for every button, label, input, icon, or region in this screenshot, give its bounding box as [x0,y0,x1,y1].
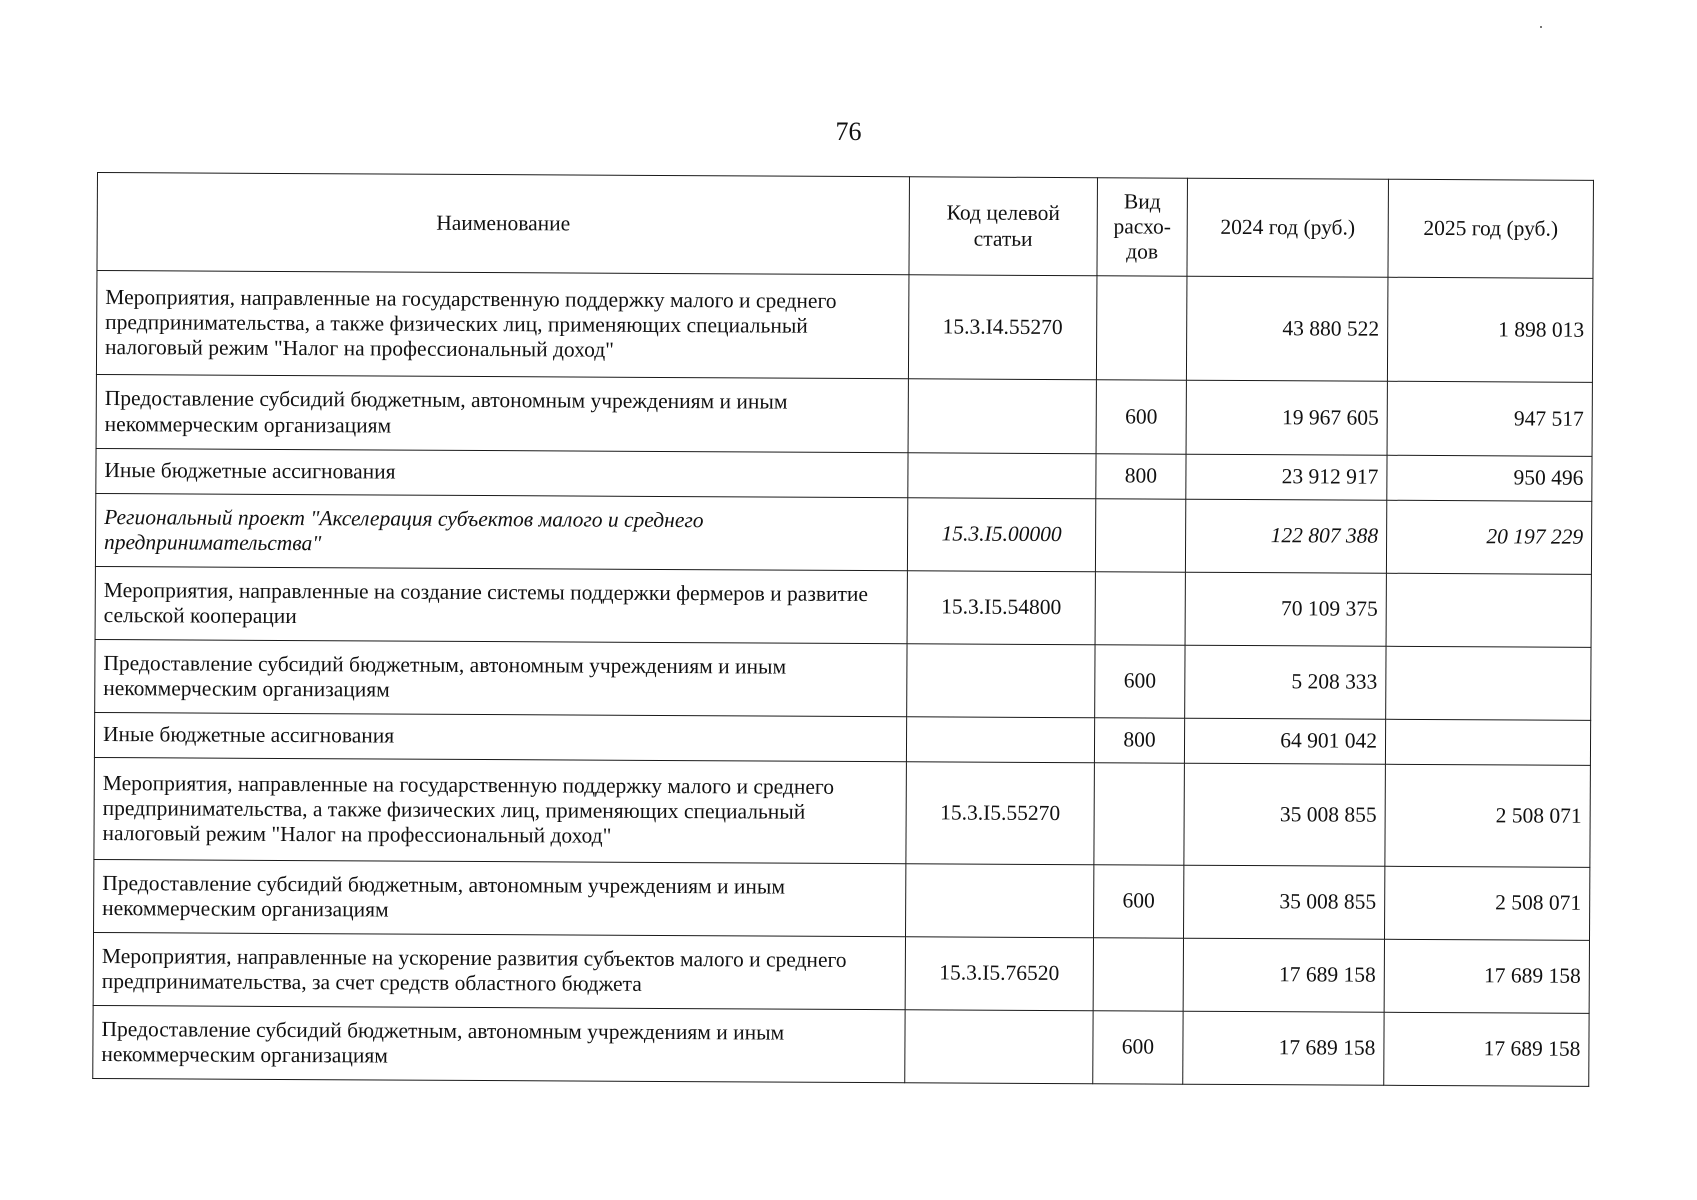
cell-2024: 19 967 605 [1186,380,1387,455]
cell-2024: 122 807 388 [1185,499,1386,573]
cell-kind: 800 [1094,718,1184,763]
cell-kind [1094,763,1185,865]
header-name: Наименование [97,173,910,275]
cell-2025: 950 496 [1387,455,1592,501]
cell-kind: 600 [1093,1011,1183,1084]
cell-code: 15.3.I4.55270 [908,275,1097,380]
header-2024: 2024 год (руб.) [1187,178,1389,277]
table-row [94,859,1590,940]
table-row [94,712,1590,765]
cell-code [908,379,1096,454]
cell-name: Иные бюджетные ассигнования [96,448,908,497]
cell-2025 [1386,646,1591,720]
cell-2025 [1385,719,1590,765]
cell-2025: 17 689 158 [1384,1012,1589,1086]
cell-kind: 800 [1096,454,1186,499]
budget-table [92,172,1594,1087]
cell-2025 [1386,573,1591,647]
cell-code [907,644,1095,718]
cell-code: 15.3.I5.76520 [905,937,1093,1011]
cell-code [908,453,1096,499]
cell-name: Мероприятия, направленные на государственную поддержку малого и среднего предпринимательства, а также физических лиц, применяющих специальный налоговый режим "Налог на профессиональный доход" [94,757,907,863]
cell-2024: 64 901 042 [1184,718,1385,764]
table-row [95,566,1591,647]
cell-kind: 600 [1095,645,1185,718]
cell-kind: 600 [1094,865,1184,938]
cell-name: Предоставление субсидий бюджетным, автономным учреждениям и иным некоммерческим организациям [93,1005,905,1082]
cell-name: Иные бюджетные ассигнования [94,712,906,761]
cell-2025: 2 508 071 [1385,764,1591,867]
page-number: 76 [835,117,862,146]
cell-kind [1095,572,1185,645]
cell-2024: 35 008 855 [1184,763,1386,866]
cell-2025: 20 197 229 [1386,500,1591,574]
header-kind: Вид расхо-дов [1097,178,1188,276]
cell-name: Мероприятия, направленные на создание системы поддержки фермеров и развитие сельской кооперации [95,566,907,643]
table-row [96,271,1593,383]
cell-name: Предоставление субсидий бюджетным, автономным учреждениям и иным некоммерческим организациям [96,374,908,452]
table-header-row [97,173,1593,279]
table-row [94,757,1591,867]
header-code: Код целевой статьи [909,177,1098,276]
cell-2024: 35 008 855 [1184,865,1385,939]
table-row-regional-project [95,493,1591,574]
header-2025: 2025 год (руб.) [1388,179,1594,278]
cell-code [906,864,1094,938]
cell-name: Предоставление субсидий бюджетным, автономным учреждениям и иным некоммерческим организациям [95,639,907,716]
cell-name: Предоставление субсидий бюджетным, автономным учреждениям и иным некоммерческим организациям [94,859,906,936]
cell-kind: 600 [1096,380,1186,454]
cell-2025: 2 508 071 [1385,866,1590,940]
cell-kind [1096,276,1187,380]
cell-2024: 5 208 333 [1185,645,1386,719]
table-row [96,374,1592,456]
cell-2024: 70 109 375 [1185,572,1386,646]
cell-name: Региональный проект "Акселерация субъектов малого и среднего предпринимательства" [95,493,907,570]
table-row [93,932,1589,1013]
cell-kind [1093,938,1183,1011]
cell-name: Мероприятия, направленные на государственную поддержку малого и среднего предпринимательства, а также физических лиц, применяющих специальный налоговый режим "Налог на профессиональный доход" [96,271,909,379]
cell-code: 15.3.I5.54800 [907,571,1095,645]
cell-2024: 17 689 158 [1183,938,1384,1012]
cell-code: 15.3.I5.55270 [906,762,1095,865]
cell-name: Мероприятия, направленные на ускорение развития субъектов малого и среднего предпринимательства, за счет средств областного бюджета [93,932,905,1009]
cell-code [906,717,1094,763]
cell-2024: 17 689 158 [1183,1011,1384,1085]
cell-code: 15.3.I5.00000 [907,498,1095,572]
cell-code [905,1010,1093,1084]
cell-2024: 23 912 917 [1186,454,1387,500]
scan-speck [1540,26,1542,28]
cell-2024: 43 880 522 [1186,276,1388,381]
cell-2025: 947 517 [1387,381,1592,456]
cell-2025: 1 898 013 [1387,277,1593,382]
table-row [96,448,1592,501]
table-row [93,1005,1589,1086]
table-row [95,639,1591,720]
cell-kind [1095,499,1185,572]
cell-2025: 17 689 158 [1384,939,1589,1013]
